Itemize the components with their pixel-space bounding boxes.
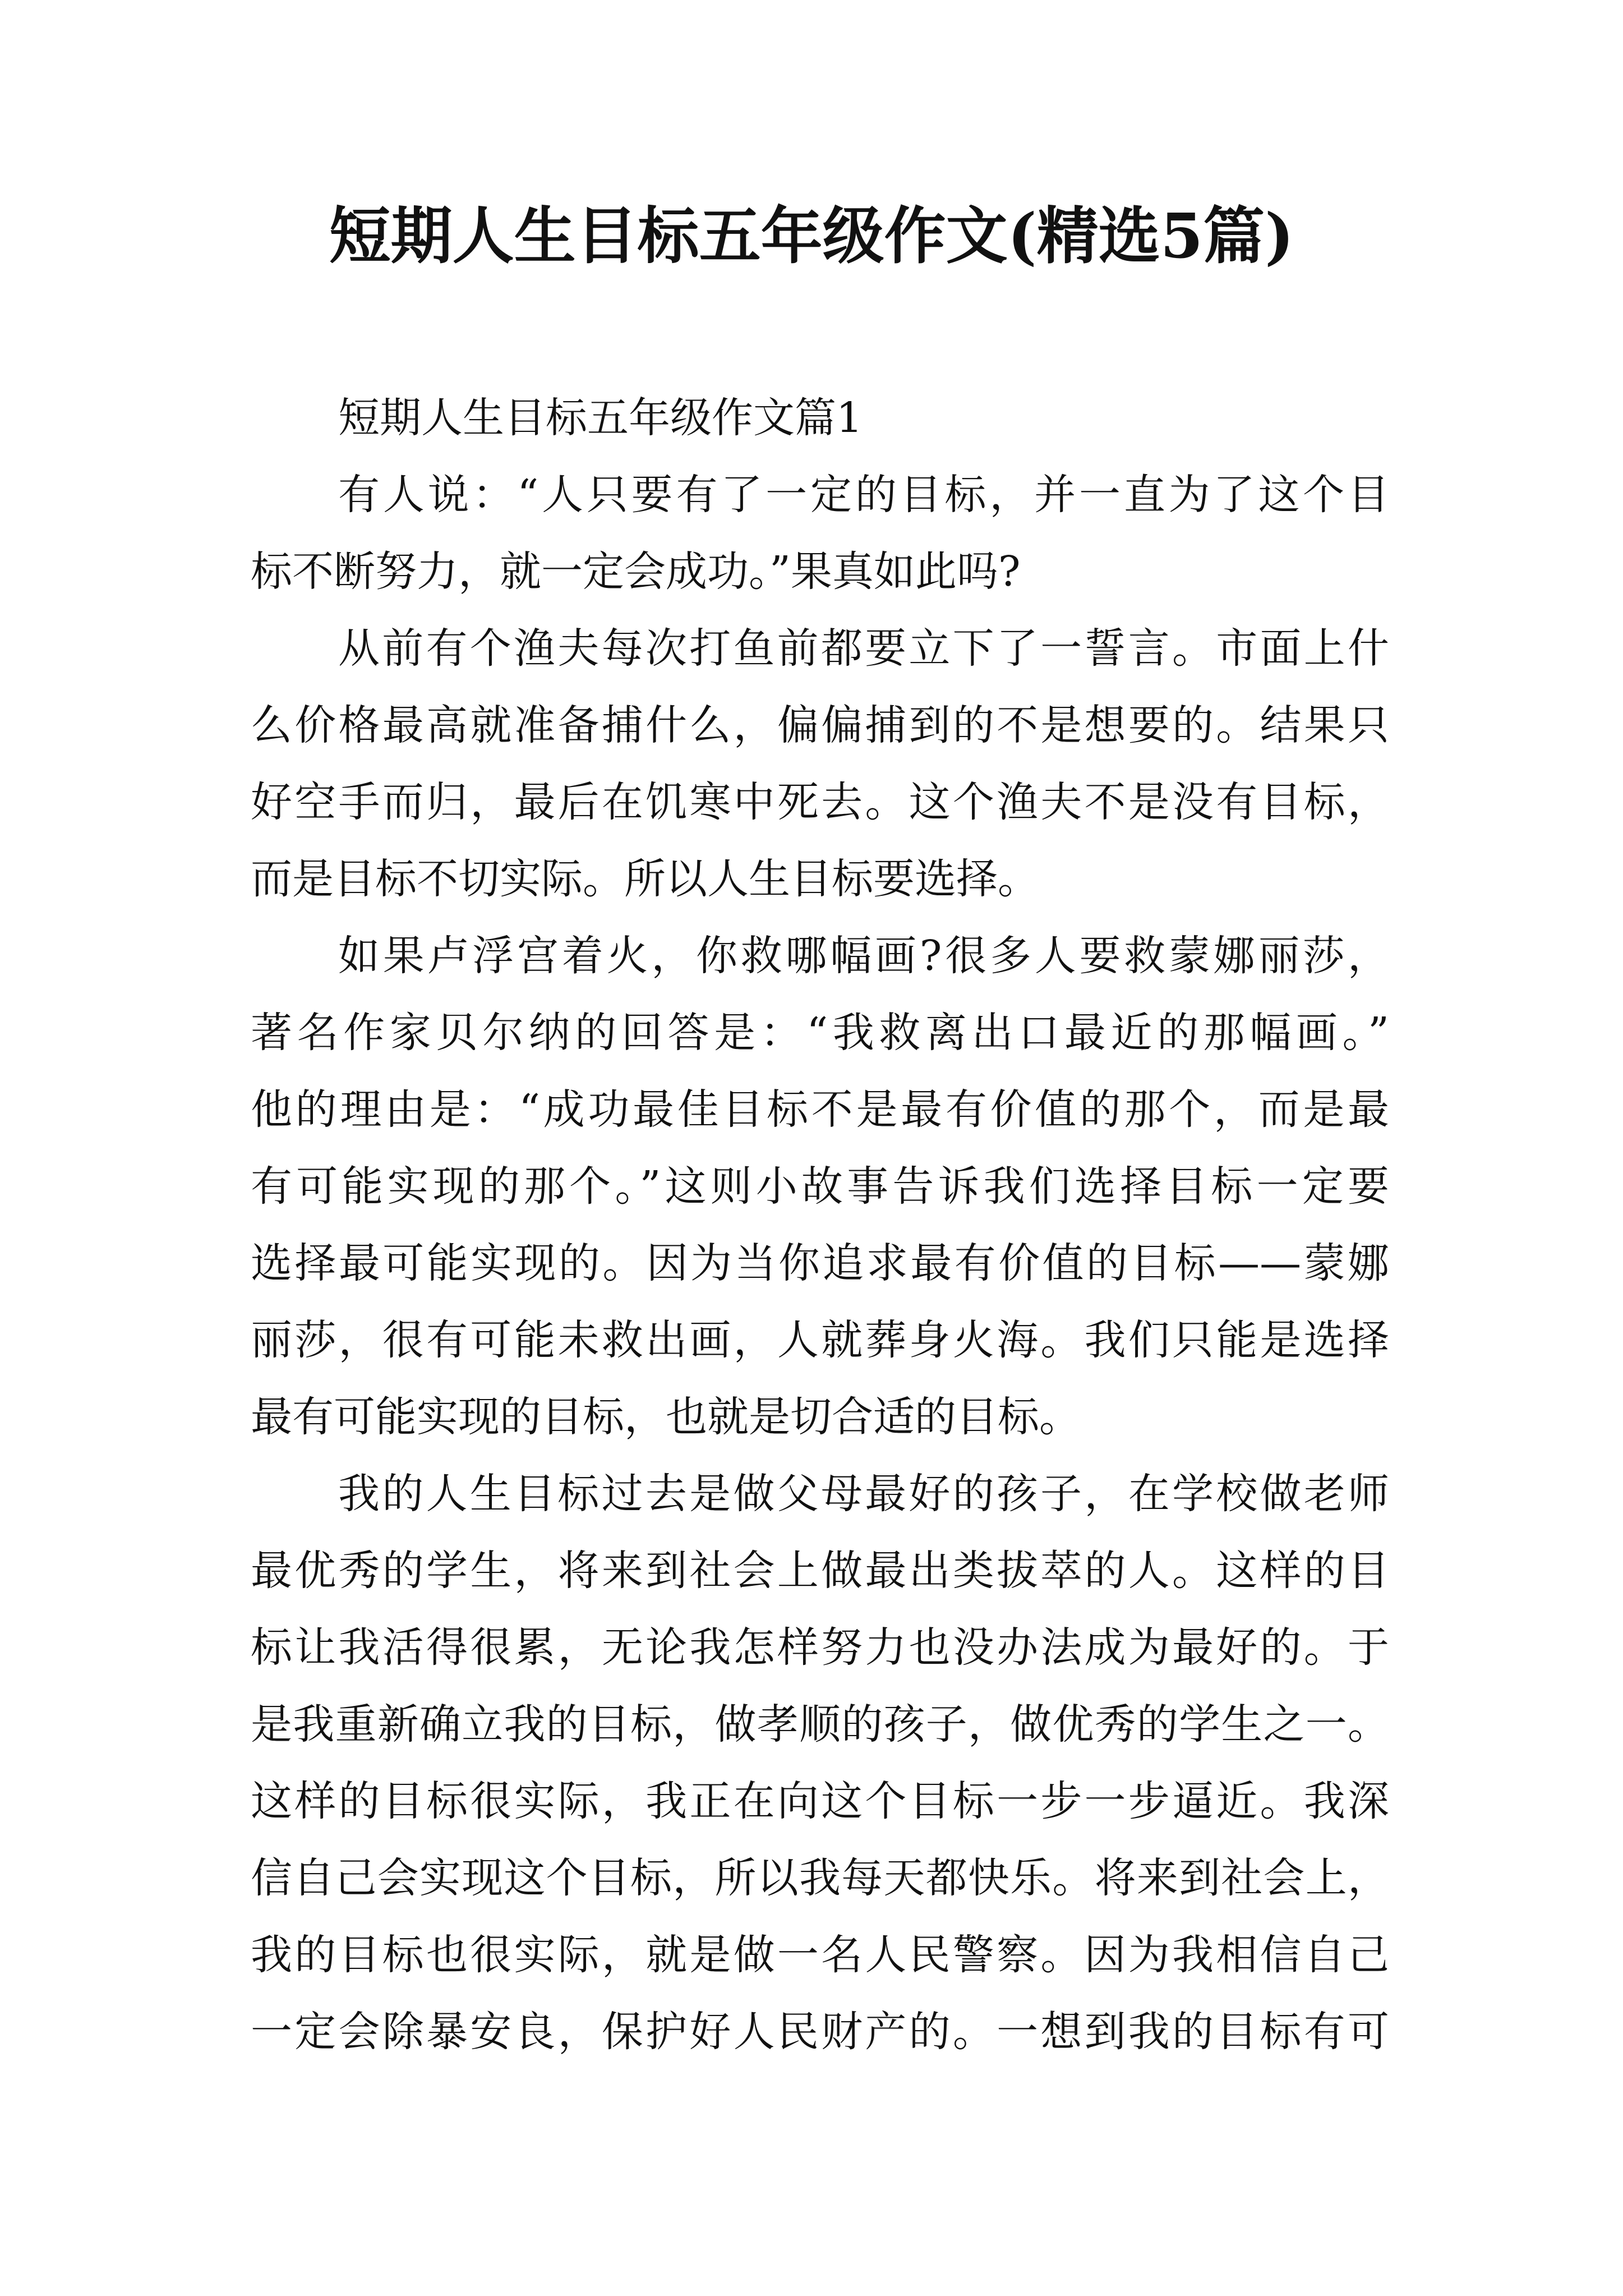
- paragraph: [251, 1456, 1389, 2070]
- paragraph-line: 我的目标也很实际，就是做一名人民警察。因为我相信自己: [251, 1931, 1389, 1979]
- paragraph-line: 有人说：“人只要有了一定的目标，并一直为了这个目: [338, 471, 1389, 519]
- paragraph-line: 从前有个渔夫每次打鱼前都要立下了一誓言。市面上什: [338, 624, 1389, 673]
- paragraph-line: 如果卢浮宫着火，你救哪幅画?很多人要救蒙娜丽莎，: [338, 932, 1389, 980]
- paragraph-line: 标让我活得很累，无论我怎样努力也没办法成为最好的。于: [251, 1623, 1389, 1672]
- paragraph-line: 是我重新确立我的目标，做孝顺的孩子，做优秀的学生之一。: [251, 1700, 1389, 1749]
- document-body: [251, 380, 1389, 2070]
- paragraph-line: 最有可能实现的目标，也就是切合适的目标。: [251, 1393, 1081, 1441]
- paragraph-line: 而是目标不切实际。所以人生目标要选择。: [251, 855, 1039, 903]
- paragraph-line: 他的理由是：“成功最佳目标不是最有价值的那个，而是最: [251, 1085, 1389, 1134]
- paragraph-line: 标不断努力，就一定会成功。”果真如此吗?: [251, 547, 1021, 596]
- paragraph: [251, 918, 1389, 1456]
- paragraph-line: 信自己会实现这个目标，所以我每天都快乐。将来到社会上，: [251, 1854, 1389, 1902]
- section-heading: 短期人生目标五年级作文篇1: [338, 394, 863, 442]
- paragraph-line: 么价格最高就准备捕什么，偏偏捕到的不是想要的。结果只: [251, 701, 1389, 749]
- paragraph-line: 我的人生目标过去是做父母最好的孩子，在学校做老师: [338, 1470, 1389, 1518]
- paragraph-line: 最优秀的学生，将来到社会上做最出类拔萃的人。这样的目: [251, 1547, 1389, 1595]
- paragraph-line: 著名作家贝尔纳的回答是：“我救离出口最近的那幅画。”: [251, 1009, 1389, 1057]
- paragraph-line: 丽莎，很有可能未救出画，人就葬身火海。我们只能是选择: [251, 1316, 1389, 1364]
- paragraph: [251, 610, 1389, 918]
- paragraph-line: 一定会除暴安良，保护好人民财产的。一想到我的目标有可: [251, 2008, 1389, 2056]
- paragraph-line: 这样的目标很实际，我正在向这个目标一步一步逼近。我深: [251, 1777, 1389, 1825]
- paragraph-line: 好空手而归，最后在饥寒中死去。这个渔夫不是没有目标，: [251, 778, 1389, 826]
- paragraph: [251, 457, 1389, 610]
- paragraph-line: 有可能实现的那个。”这则小故事告诉我们选择目标一定要: [251, 1162, 1389, 1211]
- document-title: 短期人生目标五年级作文(精选5篇): [329, 200, 1294, 272]
- paragraph-line: 选择最可能实现的。因为当你追求最有价值的目标——蒙娜: [251, 1239, 1389, 1287]
